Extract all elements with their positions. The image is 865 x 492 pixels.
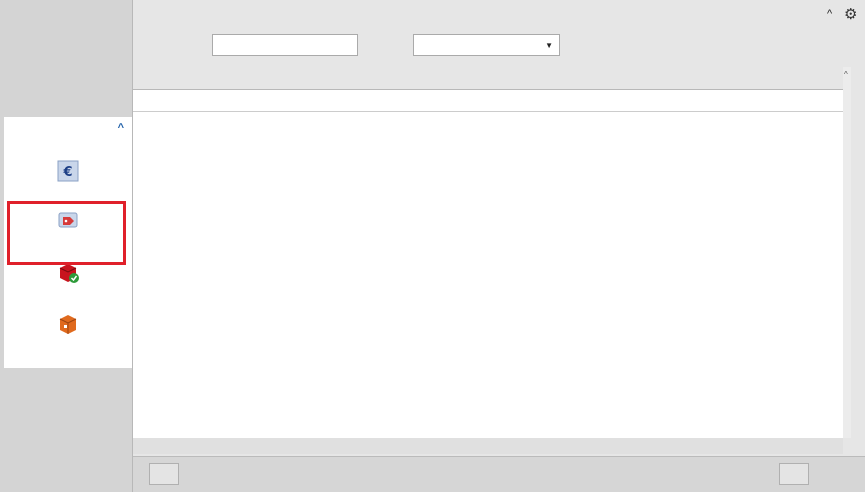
chevron-up-icon: ^ bbox=[117, 122, 124, 134]
column-select[interactable] bbox=[413, 34, 560, 56]
caret-down-icon: ▼ bbox=[545, 40, 553, 50]
sidebar-item-bestellungen[interactable] bbox=[4, 262, 132, 286]
scrollbar[interactable] bbox=[843, 67, 851, 438]
data-table bbox=[133, 67, 843, 438]
row-count bbox=[133, 438, 843, 454]
filter-definition-row[interactable] bbox=[133, 90, 843, 112]
sidebar-item-preisanfragen[interactable] bbox=[4, 160, 132, 184]
gear-icon[interactable]: ⚙ bbox=[844, 6, 858, 23]
sidebar-item-lagerbestaende[interactable] bbox=[4, 313, 132, 337]
main-content bbox=[133, 0, 865, 492]
more-functions-button[interactable] bbox=[149, 463, 179, 485]
page-title bbox=[149, 9, 153, 21]
delete-button[interactable] bbox=[779, 463, 809, 485]
sidebar-section-einkauf[interactable] bbox=[4, 117, 132, 139]
scroll-up-icon[interactable]: ^ bbox=[844, 70, 848, 79]
sidebar bbox=[0, 0, 133, 492]
table-header bbox=[133, 67, 843, 90]
chevron-up-icon[interactable]: ^ bbox=[827, 8, 833, 20]
search-input[interactable] bbox=[212, 34, 358, 56]
order-box-check-icon bbox=[57, 262, 79, 284]
selection-highlight bbox=[7, 201, 126, 265]
euro-icon bbox=[57, 160, 79, 182]
svg-text:€: € bbox=[63, 165, 73, 180]
footer-bar bbox=[133, 456, 865, 492]
stock-box-icon bbox=[57, 313, 79, 335]
